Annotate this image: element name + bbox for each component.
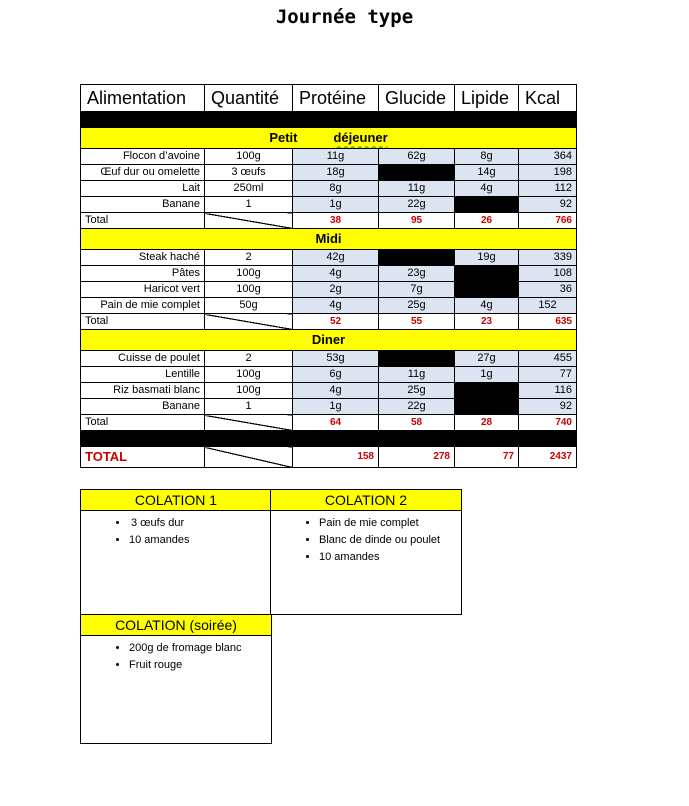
snack-box-colation-2 bbox=[270, 489, 462, 615]
food-name: Riz basmati blanc bbox=[81, 383, 205, 399]
snack-box-colation-1 bbox=[80, 489, 272, 615]
list-item: • Pain de mie complet bbox=[319, 515, 461, 532]
snack-list bbox=[271, 515, 461, 566]
black-separator bbox=[81, 431, 577, 447]
food-name: Lentille bbox=[81, 367, 205, 383]
food-name: Banane bbox=[81, 197, 205, 213]
quantity: 100g bbox=[205, 266, 293, 282]
table-row bbox=[81, 351, 577, 367]
blacked-cell bbox=[455, 399, 519, 415]
section-title: Midi bbox=[81, 229, 577, 250]
table-row bbox=[81, 266, 577, 282]
protein: 8g bbox=[293, 181, 379, 197]
total-glucide: 95 bbox=[379, 213, 455, 229]
blacked-cell bbox=[455, 197, 519, 213]
nutrition-table bbox=[80, 84, 577, 468]
snack-title: COLATION 1 bbox=[81, 490, 271, 511]
glucide: 11g bbox=[379, 367, 455, 383]
total-glucide: 58 bbox=[379, 415, 455, 431]
black-separator bbox=[81, 112, 577, 128]
total-row bbox=[81, 415, 577, 431]
total-glucide: 55 bbox=[379, 314, 455, 330]
quantity: 3 œufs bbox=[205, 165, 293, 181]
lipide: 8g bbox=[455, 149, 519, 165]
table-row bbox=[81, 367, 577, 383]
blacked-cell bbox=[379, 165, 455, 181]
snack-box-colation-soiree bbox=[80, 614, 272, 744]
kcal: 108 bbox=[519, 266, 577, 282]
grand-total-glucide: 278 bbox=[379, 447, 455, 468]
glucide: 25g bbox=[379, 383, 455, 399]
section-midi bbox=[81, 229, 577, 250]
total-row bbox=[81, 314, 577, 330]
section-title-part: déjeuner bbox=[333, 130, 388, 145]
food-name: Œuf dur ou omelette bbox=[81, 165, 205, 181]
lipide: 14g bbox=[455, 165, 519, 181]
header-alimentation: Alimentation bbox=[81, 85, 205, 112]
snack-list bbox=[81, 640, 271, 674]
list-item: • Fruit rouge bbox=[129, 657, 271, 674]
protein: 11g bbox=[293, 149, 379, 165]
grand-total-label: TOTAL bbox=[81, 447, 205, 468]
glucide: 23g bbox=[379, 266, 455, 282]
food-name: Haricot vert bbox=[81, 282, 205, 298]
food-name: Cuisse de poulet bbox=[81, 351, 205, 367]
header-glucide: Glucide bbox=[379, 85, 455, 112]
total-protein: 38 bbox=[293, 213, 379, 229]
quantity: 2 bbox=[205, 250, 293, 266]
table-row bbox=[81, 149, 577, 165]
section-petit-dejeuner bbox=[81, 128, 577, 149]
kcal: 364 bbox=[519, 149, 577, 165]
glucide: 25g bbox=[379, 298, 455, 314]
page-title: Journée type bbox=[275, 6, 414, 28]
kcal: 36 bbox=[519, 282, 577, 298]
food-name: Banane bbox=[81, 399, 205, 415]
total-label: Total bbox=[81, 213, 205, 229]
protein: 1g bbox=[293, 399, 379, 415]
quantity: 50g bbox=[205, 298, 293, 314]
food-name: Lait bbox=[81, 181, 205, 197]
total-lipide: 26 bbox=[455, 213, 519, 229]
diagonal-cell bbox=[205, 415, 293, 431]
total-protein: 64 bbox=[293, 415, 379, 431]
table-row bbox=[81, 165, 577, 181]
blacked-cell bbox=[455, 266, 519, 282]
section-title-part: Petit bbox=[269, 130, 298, 145]
snack-title: COLATION 2 bbox=[271, 490, 461, 511]
lipide: 1g bbox=[455, 367, 519, 383]
grand-total-lipide: 77 bbox=[455, 447, 519, 468]
diagonal-cell bbox=[205, 213, 293, 229]
total-row bbox=[81, 213, 577, 229]
list-item: • Blanc de dinde ou poulet bbox=[319, 532, 461, 549]
quantity: 1 bbox=[205, 399, 293, 415]
grand-total-kcal: 2437 bbox=[519, 447, 577, 468]
kcal: 116 bbox=[519, 383, 577, 399]
snack-list bbox=[81, 515, 271, 549]
glucide: 7g bbox=[379, 282, 455, 298]
total-protein: 52 bbox=[293, 314, 379, 330]
lipide: 4g bbox=[455, 181, 519, 197]
kcal: 77 bbox=[519, 367, 577, 383]
header-proteine: Protéine bbox=[293, 85, 379, 112]
glucide: 11g bbox=[379, 181, 455, 197]
blacked-cell bbox=[379, 351, 455, 367]
kcal: 198 bbox=[519, 165, 577, 181]
table-row bbox=[81, 250, 577, 266]
glucide: 62g bbox=[379, 149, 455, 165]
quantity: 2 bbox=[205, 351, 293, 367]
glucide: 22g bbox=[379, 197, 455, 213]
quantity: 100g bbox=[205, 367, 293, 383]
lipide: 27g bbox=[455, 351, 519, 367]
total-kcal: 635 bbox=[519, 314, 577, 330]
protein: 4g bbox=[293, 383, 379, 399]
header-row bbox=[81, 85, 577, 112]
grand-total-protein: 158 bbox=[293, 447, 379, 468]
table-row bbox=[81, 197, 577, 213]
quantity: 100g bbox=[205, 149, 293, 165]
section-title: Diner bbox=[81, 330, 577, 351]
blacked-cell bbox=[455, 383, 519, 399]
kcal: 92 bbox=[519, 399, 577, 415]
kcal: 455 bbox=[519, 351, 577, 367]
protein: 1g bbox=[293, 197, 379, 213]
lipide: 4g bbox=[455, 298, 519, 314]
total-kcal: 740 bbox=[519, 415, 577, 431]
protein: 6g bbox=[293, 367, 379, 383]
protein: 53g bbox=[293, 351, 379, 367]
section-diner bbox=[81, 330, 577, 351]
total-lipide: 23 bbox=[455, 314, 519, 330]
header-kcal: Kcal bbox=[519, 85, 577, 112]
kcal: 152 bbox=[519, 298, 577, 314]
table-row bbox=[81, 298, 577, 314]
total-lipide: 28 bbox=[455, 415, 519, 431]
kcal: 339 bbox=[519, 250, 577, 266]
protein: 4g bbox=[293, 266, 379, 282]
protein: 4g bbox=[293, 298, 379, 314]
snack-title: COLATION (soirée) bbox=[81, 615, 271, 636]
total-kcal: 766 bbox=[519, 213, 577, 229]
lipide: 19g bbox=[455, 250, 519, 266]
total-label: Total bbox=[81, 314, 205, 330]
food-name: Steak haché bbox=[81, 250, 205, 266]
quantity: 250ml bbox=[205, 181, 293, 197]
header-quantite: Quantité bbox=[205, 85, 293, 112]
blacked-cell bbox=[455, 282, 519, 298]
food-name: Pâtes bbox=[81, 266, 205, 282]
table-row bbox=[81, 383, 577, 399]
protein: 2g bbox=[293, 282, 379, 298]
table-row bbox=[81, 282, 577, 298]
kcal: 112 bbox=[519, 181, 577, 197]
quantity: 1 bbox=[205, 197, 293, 213]
blacked-cell bbox=[379, 250, 455, 266]
diagonal-cell bbox=[205, 447, 293, 468]
food-name: Pain de mie complet bbox=[81, 298, 205, 314]
total-label: Total bbox=[81, 415, 205, 431]
glucide: 22g bbox=[379, 399, 455, 415]
kcal: 92 bbox=[519, 197, 577, 213]
quantity: 100g bbox=[205, 282, 293, 298]
header-lipide: Lipide bbox=[455, 85, 519, 112]
grand-total-row bbox=[81, 447, 577, 468]
list-item: • 10 amandes bbox=[319, 549, 461, 566]
list-item: • 10 amandes bbox=[129, 532, 271, 549]
food-name: Flocon d’avoine bbox=[81, 149, 205, 165]
protein: 42g bbox=[293, 250, 379, 266]
protein: 18g bbox=[293, 165, 379, 181]
list-item: • 3 œufs dur bbox=[129, 515, 271, 532]
quantity: 100g bbox=[205, 383, 293, 399]
table-row bbox=[81, 399, 577, 415]
table-row bbox=[81, 181, 577, 197]
diagonal-cell bbox=[205, 314, 293, 330]
list-item: • 200g de fromage blanc bbox=[129, 640, 271, 657]
